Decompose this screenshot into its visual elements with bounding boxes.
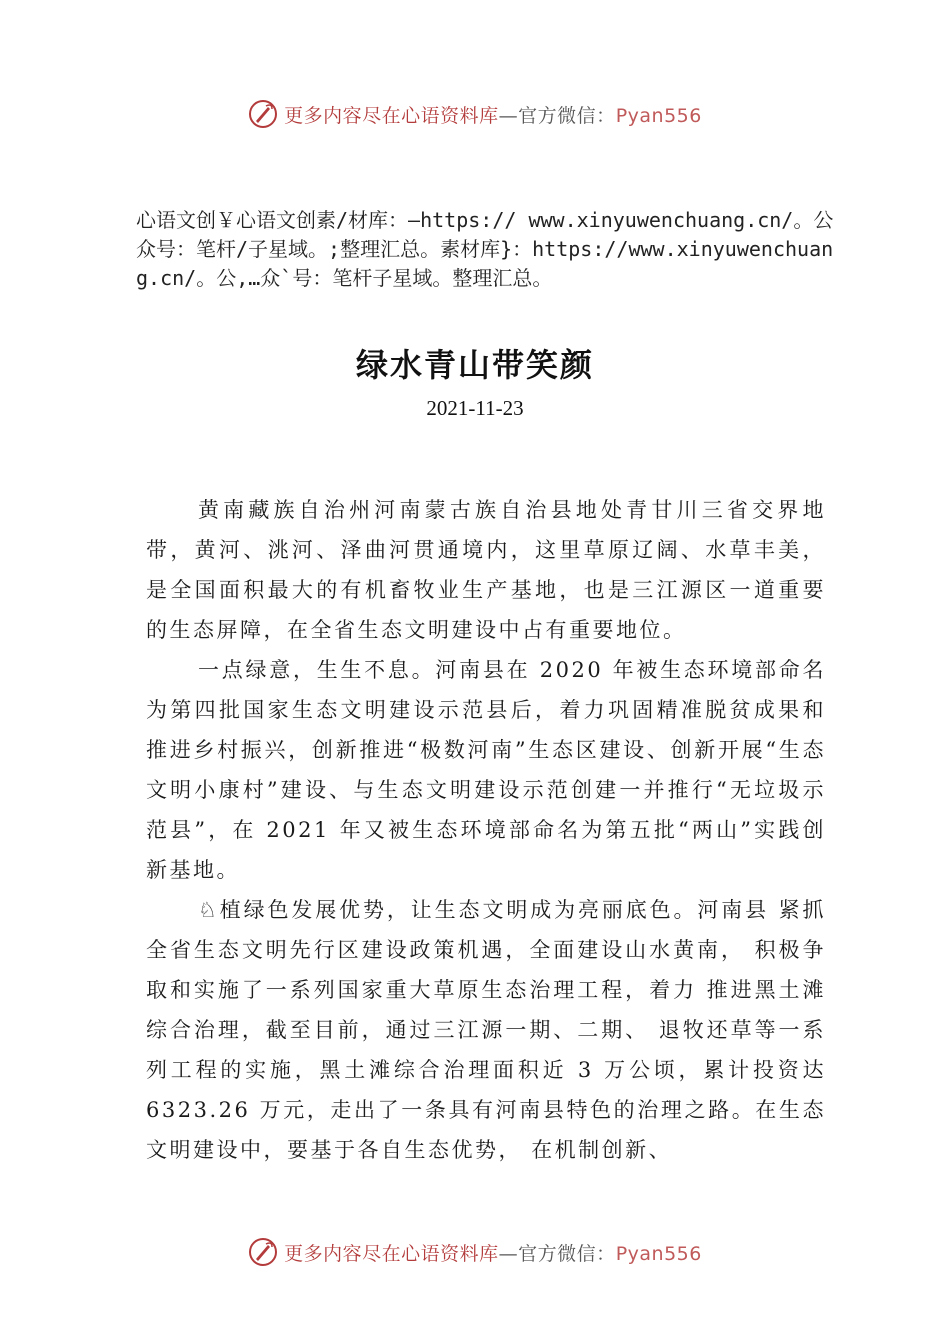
source-note: 心语文创￥心语文创素/材库：—https:// www.xinyuwenchuang.cn/。公众号：笔杆/子星域。;整理汇总。素材库}：https://www.xinyuwenchuang.cn/。公,…众`号：笔杆子星域。整理汇总。 bbox=[136, 208, 834, 290]
banner-separator: — bbox=[498, 1242, 519, 1265]
article-paragraph: 一点绿意，生生不息。河南县在 2020 年被生态环境部命名为第四批国家生态文明建设示范县后，着力巩固精准脱贫成果和推进乡村振兴，创新推进“极数河南”生态区建设、创新开展“生态文明小康村”建设、与生态文明建设示范创建一并推行“无垃圾示范县”，在 2021 年又被生态环境部命名为第五批“两山”实践创新基地。 bbox=[146, 658, 826, 882]
banner-text bbox=[284, 1239, 702, 1266]
article-date: 2021-11-23 bbox=[426, 396, 524, 420]
banner-separator: — bbox=[498, 104, 519, 127]
article-paragraph: 黄南藏族自治州河南蒙古族自治县地处青甘川三省交界地带，黄河、洮河、泽曲河贯通境内，这里草原辽阔、水草丰美，是全国面积最大的有机畜牧业生产基地，也是三江源区一道重要的生态屏障，在全省生态文明建设中占有重要地位。 bbox=[146, 498, 826, 642]
quill-logo-icon bbox=[248, 1237, 278, 1267]
banner-text bbox=[284, 101, 702, 128]
article-body bbox=[146, 490, 826, 1170]
banner-brand: 更多内容尽在心语资料库 bbox=[284, 104, 499, 127]
banner-brand: 更多内容尽在心语资料库 bbox=[284, 1242, 499, 1265]
banner-wechat-label: 官方微信： bbox=[518, 104, 616, 127]
banner-account: Pyan556 bbox=[615, 104, 702, 127]
footer-banner bbox=[0, 1232, 950, 1272]
article-paragraph: ♘植绿色发展优势，让生态文明成为亮丽底色。河南县 紧抓全省生态文明先行区建设政策机遇，全面建设山水黄南， 积极争取和实施了一系列国家重大草原生态治理工程，着力 推进黑土滩综合治理，截至目前，通过三江源一期、二期、 退牧还草等一系列工程的实施，黑土滩综合治理面积近 3 万公顷，累计投资达 6323.26 万元，走出了一条具有河南县特色的治理之路。在生态文明建设中，要基于各自生态优势， 在机制创新、 bbox=[146, 898, 826, 1162]
banner-account: Pyan556 bbox=[615, 1242, 702, 1265]
header-banner bbox=[0, 94, 950, 134]
banner-wechat-label: 官方微信： bbox=[518, 1242, 616, 1265]
page-title: 绿水青山带笑颜 bbox=[355, 346, 594, 384]
quill-logo-icon bbox=[248, 99, 278, 129]
